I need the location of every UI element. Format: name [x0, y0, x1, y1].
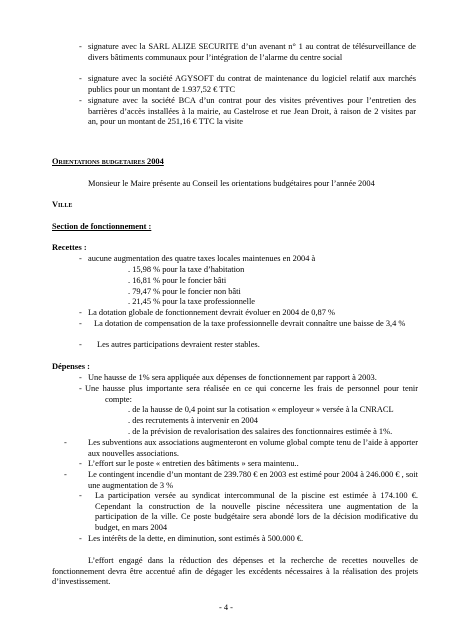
- recettes-item-1: aucune augmentation des quatre taxes locales maintenues en 2004 à: [88, 254, 316, 263]
- depenses-item-2: [85, 384, 418, 405]
- recettes-item-4: Les autres participations devraient rester stables.: [97, 340, 260, 349]
- list-dash: -: [64, 470, 67, 479]
- list-dash: -: [79, 384, 82, 393]
- recettes-item-3: La dotation de compensation de la taxe professionnelle devrait connaître une baisse de 3,4 %: [94, 319, 406, 328]
- fonctionnement-heading: Section de fonctionnement :: [52, 222, 152, 231]
- depenses-item-4: L’effort sur le poste « entretien des bâtiments » sera maintenu..: [88, 459, 299, 468]
- list-dash: -: [79, 74, 82, 83]
- top-list-item-2: signature avec la société AGYSOFT du contrat de maintenance du logiciel relatif aux marchés publics pour un montant de 1.937,52 € TTC: [88, 74, 416, 94]
- depenses-item-5: Le contingent incendie d’un montant de 239.780 € en 2003 est estimé pour 2004 à 246.000 € , soit une augmentation de 3 %: [88, 470, 418, 490]
- depenses-item-7: Les intérêts de la dette, en diminution, sont estimés à 500.000 €.: [88, 534, 304, 543]
- ville-label: Ville: [52, 200, 73, 209]
- tax-rate-foncier-bati: . 16,81 % pour le foncier bâti: [128, 276, 227, 285]
- list-dash: -: [79, 373, 82, 382]
- depenses-item-3: Les subventions aux associations augmenteront en volume global compte tenu de l’aide à apporter aux nouvelles associations.: [88, 438, 418, 458]
- depenses-sub-1: . de la hausse de 0,4 point sur la cotisation « employeur » versée à la CNRACL: [128, 405, 394, 414]
- top-list-item-1: signature avec la SARL ALIZE SECURITE d’un avenant n° 1 au contrat de télésurveillance de divers bâtiments communaux pour l’intégration de l’alarme du centre social: [88, 42, 416, 62]
- list-dash: -: [79, 319, 82, 328]
- top-list-item-3: signature avec la société BCA d’un contrat pour des visites préventives pour l’entretien des barrières d’accès installées à la mairie, au Castelrose et rue Jean Droit, à raison de 2 visites par an, pour un montant de 251,16 € TTC la visite: [88, 96, 416, 127]
- depenses-item-6: La participation versée au syndicat intercommunal de la piscine est estimée à 174.100 €. Cependant la construction de la nouvelle piscine nécessitera une augmentation de la participation de la ville. Ce poste budgétaire sera abondé lors de la décision modificative du budget, en mars 2004: [95, 491, 418, 532]
- tax-rate-habitation: . 15,98 % pour la taxe d’habitation: [128, 265, 245, 274]
- list-dash: -: [79, 254, 82, 263]
- list-dash: -: [79, 491, 82, 500]
- intro-paragraph: Monsieur le Maire présente au Conseil les orientations budgétaires pour l’année 2004: [88, 179, 375, 188]
- depenses-sub-3: . de la prévision de revalorisation des salaires des fonctionnaires estimée à 1%.: [128, 427, 393, 436]
- section-heading: Orientations budgetaires 2004: [52, 157, 164, 166]
- depenses-item-1: Une hausse de 1% sera appliquée aux dépenses de fonctionnement par rapport à 2003.: [88, 373, 377, 382]
- list-dash: -: [79, 340, 82, 349]
- recettes-heading: Recettes :: [52, 243, 87, 252]
- list-dash: -: [79, 96, 82, 105]
- tax-rate-professionnelle: . 21,45 % pour la taxe professionnelle: [128, 297, 255, 306]
- depenses-heading: Dépenses :: [52, 362, 90, 371]
- depenses-sub-2: . des recrutements à intervenir en 2004: [128, 416, 258, 425]
- depenses-item-2-text: Une hausse plus importante sera réalisée en ce qui concerne les frais de personnel pour tenir compte:: [85, 384, 418, 404]
- list-dash: -: [79, 42, 82, 51]
- recettes-item-2: La dotation globale de fonctionnement devrait évoluer en 2004 de 0,87 %: [88, 308, 335, 317]
- list-dash: -: [79, 534, 82, 543]
- list-dash: -: [64, 438, 67, 447]
- closing-paragraph: L’effort engagé dans la réduction des dépenses et la recherche de recettes nouvelles de fonctionnement devra être accentué afin de dégager les excédents nécessaires à la réalisation des projets d’investissement.: [52, 556, 418, 587]
- page-number: - 4 -: [219, 603, 233, 612]
- tax-rate-foncier-non-bati: . 79,47 % pour le foncier non bâti: [128, 287, 241, 296]
- list-dash: -: [79, 308, 82, 317]
- list-dash: -: [79, 459, 82, 468]
